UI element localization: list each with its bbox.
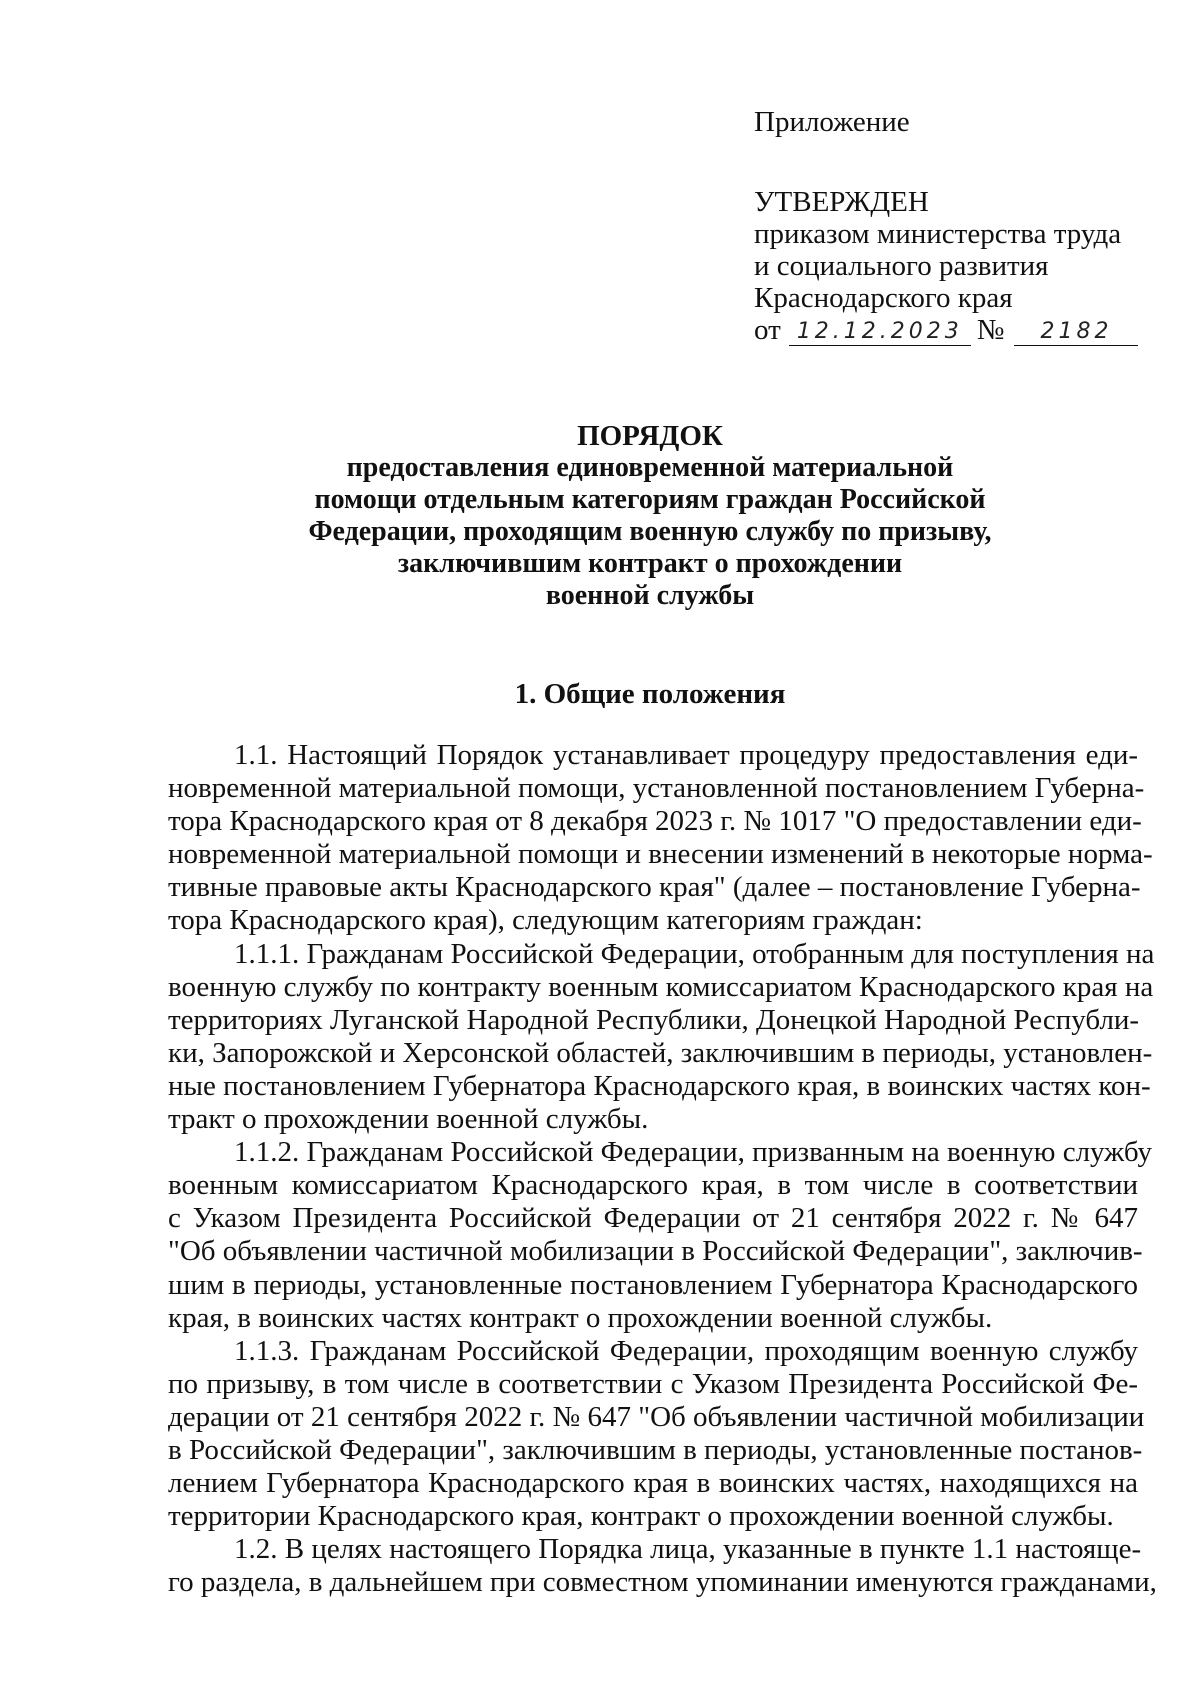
body-line: 1.2. В целях настоящего Порядка лица, указанные в пункте 1.1 настояще- [234,1533,1142,1566]
body-line: тракт о прохождении военной службы. [168,1103,649,1136]
body-line: ки, Запорожской и Херсонской областей, заключившим в периоды, установлен- [168,1036,1153,1069]
handwritten-date: 12.12.2023 [789,319,971,346]
order-date-number [754,314,1154,346]
body-line: го раздела, в дальнейшем при совместном упоминании именуются гражданами, [168,1566,1157,1599]
body-line: по призыву, в том числе в соответствии с Указом Президента Российской Фе- [168,1367,1138,1400]
section-heading: 1. Общие положения [514,678,786,710]
body-line: тора Краснодарского края), следующим категориям граждан: [168,904,923,937]
body-line: военную службу по контракту военным комиссариатом Краснодарского края на [168,970,1154,1003]
body-line: ные постановлением Губернатора Краснодарского края, в воинских частях кон- [168,1069,1151,1102]
spacer [754,138,1154,186]
body-line: 1.1.3. Гражданам Российской Федерации, проходящим военную службу [234,1334,1138,1367]
title-line: военной службы [545,580,755,611]
body-line: края, в воинских частях контракт о прохождении военной службы. [168,1301,993,1334]
approved-label: УТВЕРЖДЕН [754,186,929,218]
body-line: шим в периоды, установленные постановлением Губернатора Краснодарского [168,1268,1138,1301]
title-main: ПОРЯДОК [577,420,723,452]
date-prefix: от [754,314,781,346]
title-line: предоставления единовременной материальной [346,452,954,483]
body-line: 1.1.1. Гражданам Российской Федерации, отобранным для поступления на [234,937,1155,970]
body-line: новременной материальной помощи, установленной постановлением Губерна- [168,772,1145,805]
body-line: лением Губернатора Краснодарского края в воинских частях, находящихся на [168,1467,1138,1500]
body-line: 1.1.2. Гражданам Российской Федерации, призванным на военную службу [234,1136,1152,1169]
title-line: Федерации, проходящим военную службу по призыву, [308,516,992,547]
body-line: территории Краснодарского края, контракт о прохождении военной службы. [168,1500,1114,1533]
body-line: "Об объявлении частичной мобилизации в Российской Федерации", заключив- [168,1235,1143,1268]
approval-line-2: и социального развития [754,250,1049,282]
body-line: военным комиссариатом Краснодарского края, в том числе в соответствии [168,1169,1138,1202]
body-text [168,739,1157,1599]
title-line: помощи отдельным категориям граждан Российской [314,484,986,515]
body-line: дерации от 21 сентября 2022 г. № 647 "Об объявлении частичной мобилизации [168,1400,1145,1433]
appendix-label: Приложение [754,106,910,138]
approval-line-3: Краснодарского края [754,282,1013,314]
body-line: новременной материальной помощи и внесении изменений в некоторые норма- [168,838,1153,871]
body-line: 1.1. Настоящий Порядок устанавливает процедуру предоставления еди- [234,739,1138,771]
approval-block [754,106,1154,346]
body-line: тора Краснодарского края от 8 декабря 2023 г. № 1017 "О предоставлении еди- [168,805,1142,838]
handwritten-number: 2182 [1014,319,1138,346]
body-line: территориях Луганской Народной Республики, Донецкой Народной Республи- [168,1003,1140,1036]
title-line: заключившим контракт о прохождении [397,548,903,579]
number-label: № [976,314,1005,346]
document-title [150,420,1150,612]
approval-line-1: приказом министерства труда [754,218,1122,250]
body-line: в Российской Федерации", заключившим в периоды, установленные постанов- [168,1433,1143,1466]
body-line: с Указом Президента Российской Федерации от 21 сентября 2022 г. № 647 [168,1202,1138,1235]
body-line: тивные правовые акты Краснодарского края" (далее – постановление Губерна- [168,871,1141,904]
